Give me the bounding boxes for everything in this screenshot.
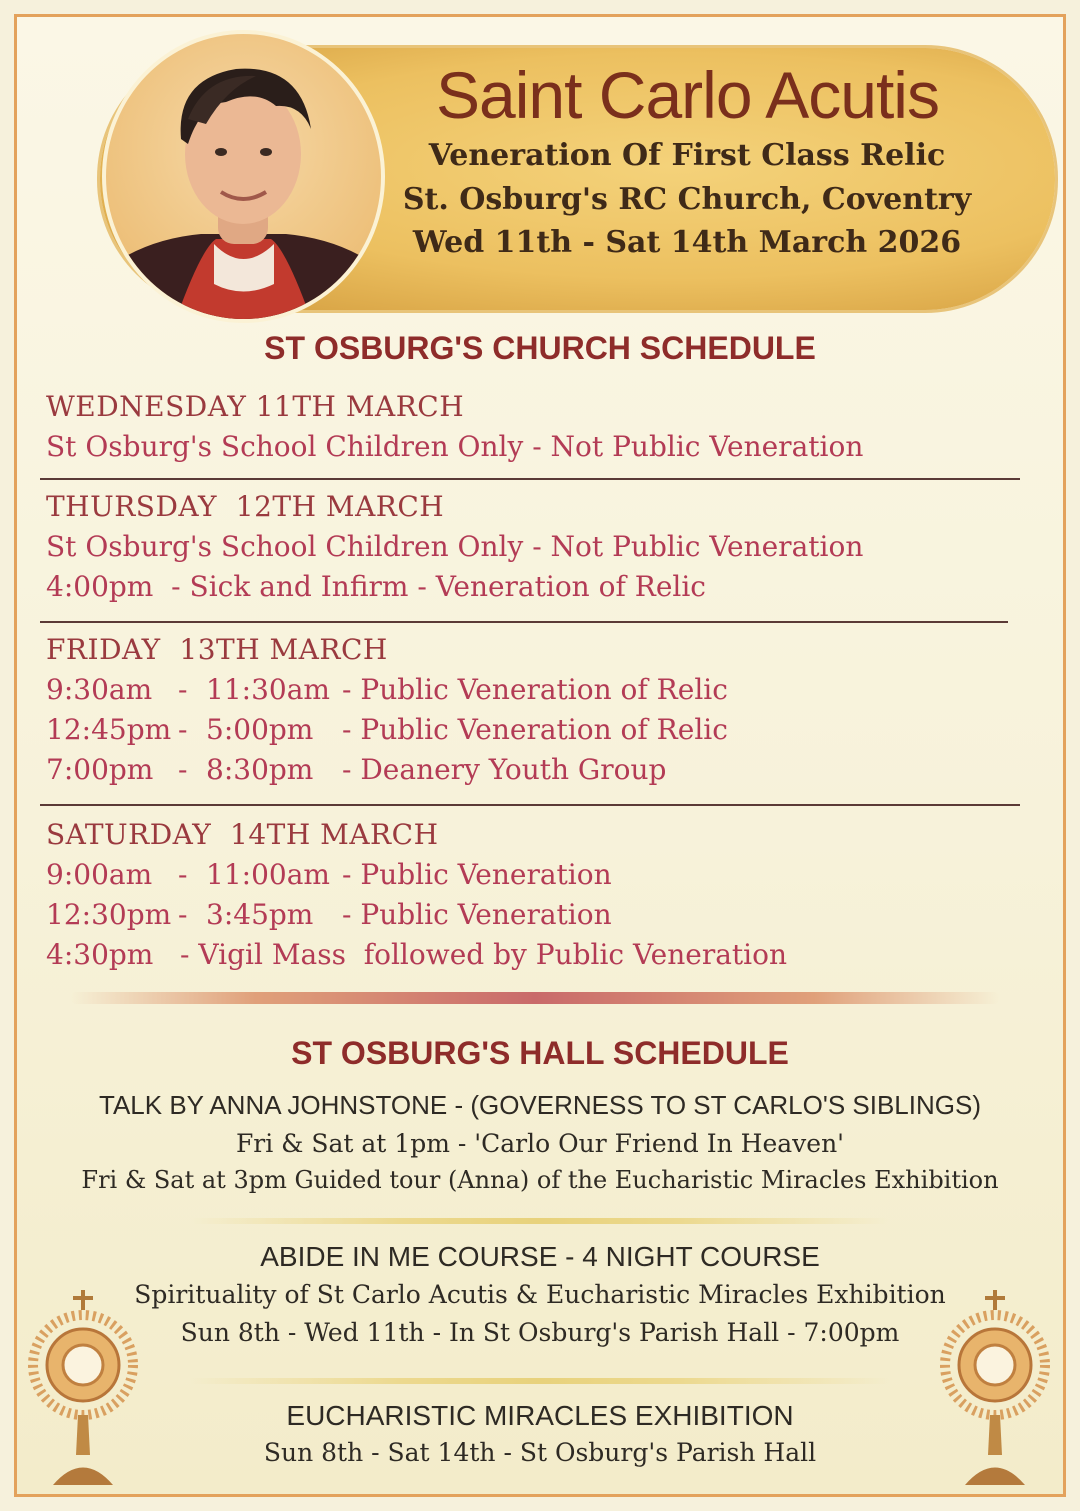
day-block-thursday [46, 487, 1026, 607]
start-time: 12:30pm [46, 898, 172, 931]
activity: - Public Veneration [342, 858, 612, 891]
day-block-friday [46, 630, 1026, 790]
divider [40, 804, 1020, 806]
activity: - Public Veneration of Relic [342, 673, 728, 706]
end-time: 3:45pm [206, 898, 314, 931]
talk-line: Fri & Sat at 3pm Guided tour (Anna) of the Eucharistic Miracles Exhibition [81, 1166, 999, 1194]
start-time: 9:00am [46, 858, 153, 891]
exhibit-title: EUCHARISTIC MIRACLES EXHIBITION [286, 1400, 794, 1431]
monstrance-icon [940, 1290, 1050, 1490]
schedule-row [46, 750, 1026, 790]
time-separator: - [178, 673, 188, 706]
time-separator: - [178, 713, 188, 746]
end-time: 5:00pm [206, 713, 314, 746]
activity: - Public Veneration of Relic [342, 713, 728, 746]
talk-line: Fri & Sat at 1pm - 'Carlo Our Friend In Heaven' [235, 1129, 845, 1158]
hall-schedule-heading: ST OSBURG'S HALL SCHEDULE [291, 1035, 789, 1071]
schedule-line: 4:30pm - Vigil Mass followed by Public Veneration [46, 938, 788, 971]
schedule-row [46, 855, 1026, 895]
time-separator: - [178, 858, 188, 891]
section-separator [190, 1378, 890, 1384]
course-title: ABIDE IN ME COURSE - 4 NIGHT COURSE [260, 1241, 820, 1272]
divider [40, 478, 1020, 480]
course-line: Spirituality of St Carlo Acutis & Eucharistic Miracles Exhibition [134, 1280, 946, 1309]
day-title: THURSDAY 12TH MARCH [46, 490, 445, 523]
schedule-line: 4:00pm - Sick and Infirm - Veneration of Relic [46, 570, 706, 603]
subtitle-church: St. Osburg's RC Church, Coventry [402, 182, 972, 217]
time-separator: - [178, 753, 188, 786]
monstrance-icon [28, 1290, 138, 1490]
ornament-divider [70, 992, 1000, 1004]
day-title: SATURDAY 14TH MARCH [46, 818, 439, 851]
subtitle-dates: Wed 11th - Sat 14th March 2026 [412, 225, 962, 260]
exhibit-line: Sun 8th - Sat 14th - St Osburg's Parish Hall [263, 1438, 817, 1467]
divider [40, 621, 1008, 623]
talk-title: TALK BY ANNA JOHNSTONE - (GOVERNESS TO ST CARLO'S SIBLINGS) [99, 1090, 981, 1120]
day-title: WEDNESDAY 11TH MARCH [46, 390, 465, 423]
activity: - Public Veneration [342, 898, 612, 931]
start-time: 7:00pm [46, 753, 154, 786]
end-time: 8:30pm [206, 753, 314, 786]
section-separator [190, 1218, 890, 1224]
schedule-row [46, 895, 1026, 935]
church-schedule-heading: ST OSBURG'S CHURCH SCHEDULE [264, 330, 816, 366]
start-time: 12:45pm [46, 713, 172, 746]
schedule-row [46, 670, 1026, 710]
course-line: Sun 8th - Wed 11th - In St Osburg's Parish Hall - 7:00pm [180, 1318, 900, 1347]
activity: - Deanery Youth Group [342, 753, 667, 786]
end-time: 11:30am [206, 673, 330, 706]
time-separator: - [178, 898, 188, 931]
schedule-row [46, 710, 1026, 750]
subtitle-veneration: Veneration Of First Class Relic [428, 138, 946, 173]
day-title: FRIDAY 13TH MARCH [46, 633, 388, 666]
page-title: Saint Carlo Acutis [436, 58, 939, 132]
day-block-wednesday [46, 387, 1026, 467]
portrait-image [102, 30, 385, 323]
end-time: 11:00am [206, 858, 330, 891]
day-block-saturday [46, 815, 1026, 975]
start-time: 9:30am [46, 673, 153, 706]
schedule-line: St Osburg's School Children Only - Not Public Veneration [46, 430, 864, 463]
schedule-line: St Osburg's School Children Only - Not Public Veneration [46, 530, 864, 563]
